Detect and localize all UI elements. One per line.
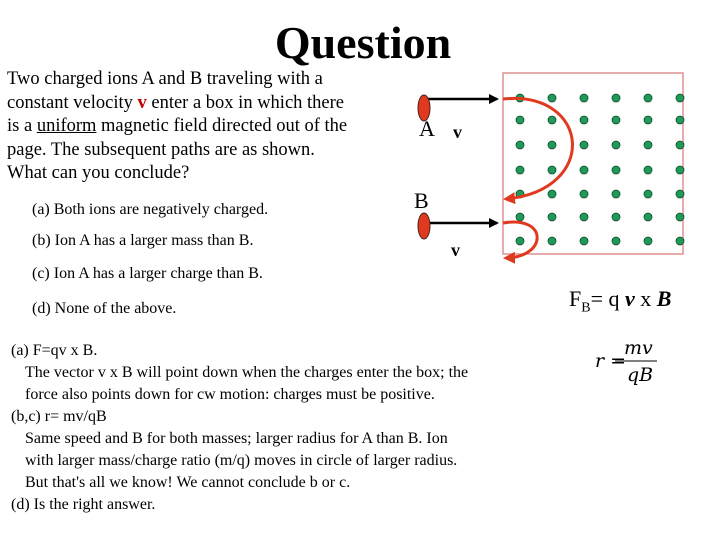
- field-dot: [612, 190, 620, 198]
- label-b: B: [414, 188, 429, 213]
- radius-formula-numerator: mv: [624, 337, 653, 359]
- field-dot: [644, 237, 652, 245]
- field-dot: [676, 141, 684, 149]
- answer-line: The vector v x B will point down when the charges enter the box; the: [25, 364, 469, 381]
- radius-formula-denominator: qB: [627, 364, 654, 386]
- field-dot: [516, 116, 524, 124]
- field-dot: [516, 166, 524, 174]
- field-dot: [612, 213, 620, 221]
- answer-line: with larger mass/charge ratio (m/q) moves in circle of larger radius.: [25, 452, 458, 469]
- force-formula: $F_B= q$ v x B: [569, 286, 672, 316]
- field-dot: [548, 213, 556, 221]
- field-dot: [516, 141, 524, 149]
- field-dot: [580, 237, 588, 245]
- field-dot: [644, 166, 652, 174]
- field-dot: [644, 116, 652, 124]
- field-dot: [580, 141, 588, 149]
- label-a: A: [419, 116, 435, 141]
- field-dot: [516, 213, 524, 221]
- option-d: (d) None of the above.: [32, 300, 177, 317]
- field-dot: [612, 116, 620, 124]
- answer-line: But that's all we know! We cannot conclude b or c.: [25, 474, 351, 491]
- slide-title: Question: [274, 17, 452, 68]
- field-dot: [548, 94, 556, 102]
- option-b: (b) Ion A has a larger mass than B.: [32, 232, 254, 249]
- field-dot: [548, 190, 556, 198]
- path-a: [503, 98, 572, 199]
- field-dot: [644, 213, 652, 221]
- underlined-word: uniform: [36, 116, 97, 136]
- field-dot: [548, 166, 556, 174]
- field-dot: [548, 116, 556, 124]
- radius-formula-lhs: r =: [595, 350, 627, 372]
- field-dot: [612, 237, 620, 245]
- field-dot: [580, 190, 588, 198]
- field-dot: [644, 141, 652, 149]
- option-c: (c) Ion A has a larger charge than B.: [32, 265, 263, 282]
- field-dot: [580, 213, 588, 221]
- field-dot: [612, 94, 620, 102]
- question-line: What can you conclude?: [7, 163, 190, 183]
- field-dot: [580, 166, 588, 174]
- field-dot: [548, 237, 556, 245]
- field-dot: [612, 166, 620, 174]
- question-line: constant velocity v enter a box in which there: [7, 92, 345, 113]
- field-dot: [676, 166, 684, 174]
- velocity-label-a: v: [453, 122, 462, 142]
- question-line: page. The subsequent paths are as shown.: [7, 139, 315, 160]
- field-dot: [548, 141, 556, 149]
- answer-line: Same speed and B for both masses; larger radius for A than B. Ion: [25, 430, 448, 447]
- field-dot: [644, 94, 652, 102]
- answer-line: (a) F=qv x B.: [11, 342, 98, 359]
- answer-line: (d) Is the right answer.: [11, 496, 156, 513]
- field-dot: [676, 190, 684, 198]
- velocity-symbol: v: [137, 92, 147, 113]
- velocity-label-b: v: [451, 240, 460, 260]
- field-dot: [580, 94, 588, 102]
- field-dot: [612, 141, 620, 149]
- question-line: is a uniform magnetic field directed out of the: [7, 116, 348, 136]
- field-dots: [516, 94, 684, 245]
- answer-line: (b,c) r= mv/qB: [11, 408, 107, 425]
- option-a: (a) Both ions are negatively charged.: [32, 201, 269, 218]
- field-dot: [676, 213, 684, 221]
- field-dot: [676, 116, 684, 124]
- ion-b: [418, 213, 430, 239]
- field-dot: [676, 94, 684, 102]
- answer-line: force also points down for cw motion: charges must be positive.: [25, 386, 435, 403]
- field-dot: [580, 116, 588, 124]
- question-line: Two charged ions A and B traveling with a: [7, 69, 323, 89]
- field-dot: [676, 237, 684, 245]
- field-dot: [516, 237, 524, 245]
- field-dot: [644, 190, 652, 198]
